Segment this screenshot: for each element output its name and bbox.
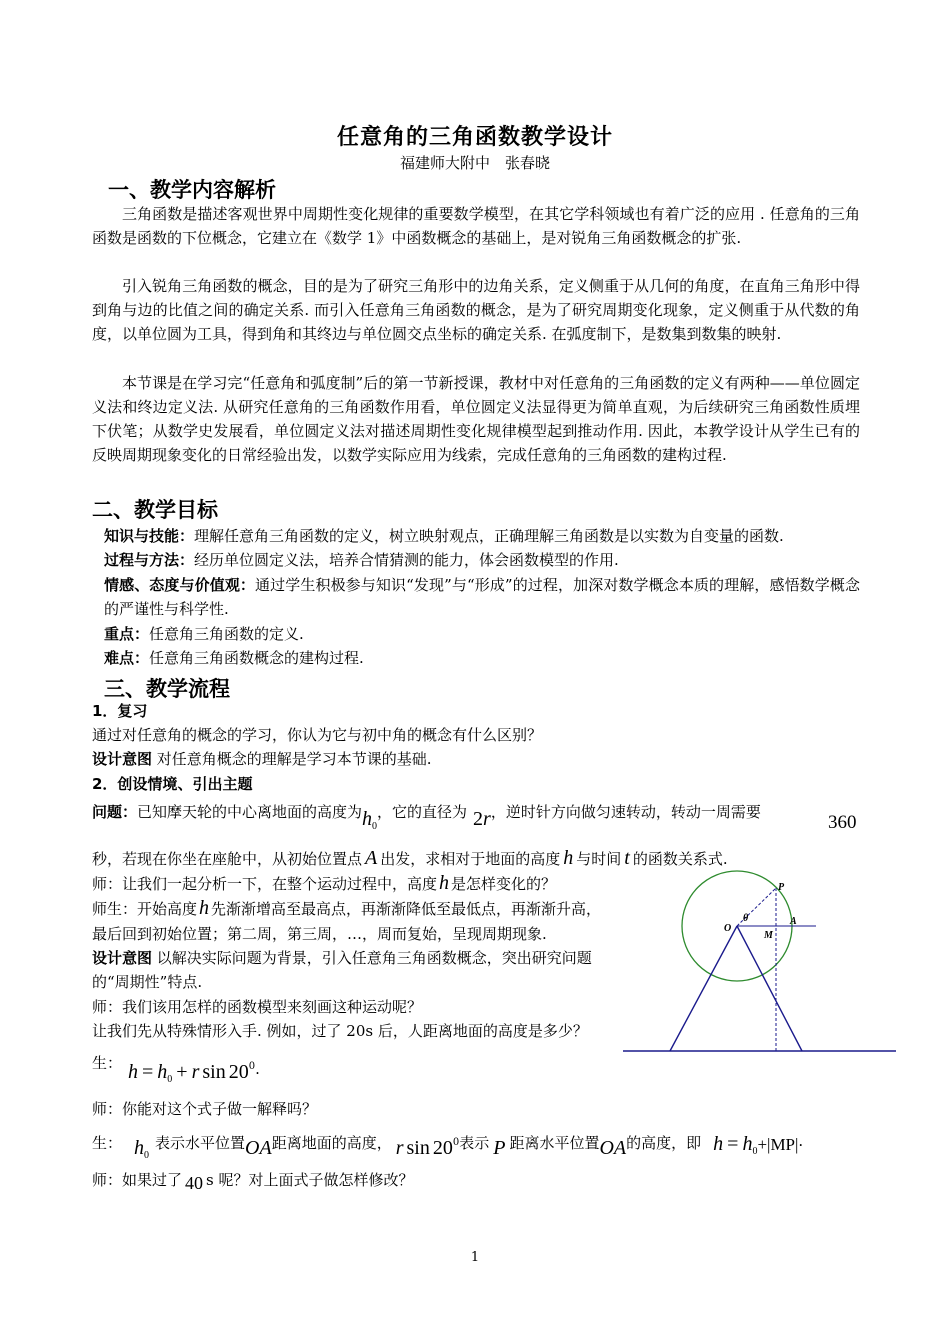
problem-line-2: 秒，若现在你坐在座舱中，从初始位置点 A 出发，求相对于地面的高度 h 与时间 t 的函数关系式.	[92, 847, 728, 869]
design-intent-2: 设计意图 以解决实际问题为背景，引入任意角三角函数概念，突出研究问题	[92, 949, 592, 967]
paragraph-1: 三角函数是描述客观世界中周期性变化规律的重要数学模型，在其它学科领域也有着广泛的应用 . 任意角的三角函数是函数的下位概念，它建立在《数学 1》中函数概念的基础上，是对锐角三角函数概念的扩张.	[92, 205, 860, 247]
support-left	[670, 926, 737, 1051]
paragraph-2: 引入锐角三角函数的概念，目的是为了研究三角形中的边角关系，定义侧重于从几何的角度，在直角三角形中得到角与边的比值之间的确定关系. 而引入任意角三角函数的概念，是为了研究周期变化现象，定义侧重于从代数的角度，以单位圆为工具，得到角和其终边与单位圆交点坐标的确定关系. 在弧度制下，是数集到数集的映射.	[92, 277, 860, 343]
goal-text: 理解任意角三角函数的定义，树立映射观点，正确理解三角函数是以实数为自变量的函数.	[194, 527, 784, 545]
review-question: 通过对任意角的概念的学习，你认为它与初中角的概念有什么区别？	[92, 726, 543, 744]
intent-text: 对任意角概念的理解是学习本节课的基础.	[152, 750, 432, 768]
period-number: 360	[828, 812, 857, 833]
goal-key-point	[104, 622, 860, 646]
teacher-line-1: 师：让我们一起分析一下，在整个运动过程中，高度 h 是怎样变化的？	[92, 872, 557, 894]
label-O: O	[724, 923, 732, 934]
student-explain: 生： $h_0$表示水平位置OA距离地面的高度， r $\sin 20^0$表示 P 距离水平位置OA的高度，即 $h = h_0+|MP|\cdot$	[92, 1133, 804, 1161]
goal-text: 经历单位圆定义法，培养合情猜测的能力，体会函数模型的作用.	[194, 551, 619, 569]
author-line: 福建师大附中 张春晓	[399, 154, 550, 172]
problem-text: ，逆时针方向做匀速转动，转动一周需要	[490, 803, 761, 821]
goal-label: 知识与技能：	[104, 527, 195, 545]
step-review: 1．复习	[92, 702, 148, 720]
goal-process	[104, 548, 860, 572]
teacher-line-5: 师：如果过了 40 s 呢？对上面式子做怎样修改？	[92, 1171, 414, 1193]
problem-text: 已知摩天轮的中心离地面的高度为	[137, 803, 363, 821]
paragraph-3: 本节课是在学习完“任意角和弧度制”后的第一节新授课，教材中对任意角的三角函数的定义有两种——单位圆定义法和终边定义法. 从研究任意角的三角函数作用看，单位圆定义法显得更为简单直观，为后续研究三角函数性质埋下伏笔；从数学史发展看，单位圆定义法对描述周期性变化规律模型起到推动作用. 因此，本教学设计从学生已有的反映周期现象变化的日常经验出发，以数学实际应用为线索，完成任意角的三角函数的建构过程.	[92, 374, 860, 464]
goal-text: 任意角三角函数的定义.	[149, 625, 304, 643]
goal-text: 通过学生积极参与知识“发现”与“形成”的过程，加深对数学概念本质的理解，感悟数学概念的严谨性与科学性.	[104, 576, 860, 618]
goal-label: 重点：	[104, 625, 150, 643]
label-M: M	[764, 930, 773, 941]
design-intent-1	[92, 748, 432, 770]
label-A: A	[790, 916, 797, 927]
step-scenario: 2．创设情境、引出主题	[92, 775, 253, 793]
support-right	[737, 926, 802, 1051]
section-heading-flow: 三、教学流程	[104, 677, 230, 701]
dialog-line-1: 师生：开始高度 h 先渐渐增高至最高点，再渐渐降低至最低点，再渐渐升高，	[92, 897, 602, 919]
page-number: 1	[470, 1250, 480, 1265]
section-heading-content: 一、教学内容解析	[108, 178, 276, 202]
intent-label: 设计意图	[92, 750, 153, 768]
section-heading-goals: 二、教学目标	[92, 498, 218, 522]
diameter-symbol: 2r	[473, 808, 491, 830]
goal-label: 过程与方法：	[104, 551, 195, 569]
goal-label: 情感、态度与价值观：	[104, 576, 256, 594]
teacher-line-4: 师：你能对这个式子做一解释吗？	[92, 1100, 318, 1118]
problem-text: ，它的直径为	[377, 803, 468, 821]
ferris-wheel-figure	[620, 848, 900, 1058]
teacher-line-3: 让我们先从特殊情形入手. 例如，过了 20s 后，人距离地面的高度是多少？	[92, 1022, 588, 1040]
label-P: P	[778, 882, 785, 893]
design-intent-2-cont: 的“周期性”特点.	[92, 973, 203, 991]
goal-knowledge	[104, 524, 860, 548]
goal-difficulty	[104, 646, 860, 670]
goal-emotion	[104, 573, 860, 621]
page-title: 任意角的三角函数教学设计	[336, 124, 613, 150]
dialog-line-2: 最后回到初始位置；第二周，第三周，…，周而复始，呈现周期现象.	[92, 925, 547, 943]
teacher-line-2: 师：我们该用怎样的函数模型来刻画这种运动呢？	[92, 998, 423, 1016]
h0-symbol: $h_0$	[362, 808, 378, 832]
goal-text: 任意角三角函数概念的建构过程.	[149, 649, 364, 667]
problem-label: 问题：	[92, 803, 138, 821]
student-formula: $h = h_0 + r$ $\sin 20^0\cdot$	[128, 1061, 260, 1085]
goal-label: 难点：	[104, 649, 150, 667]
label-theta: θ	[743, 913, 749, 924]
student-label: 生：	[92, 1054, 123, 1072]
problem-line-1	[92, 800, 761, 830]
